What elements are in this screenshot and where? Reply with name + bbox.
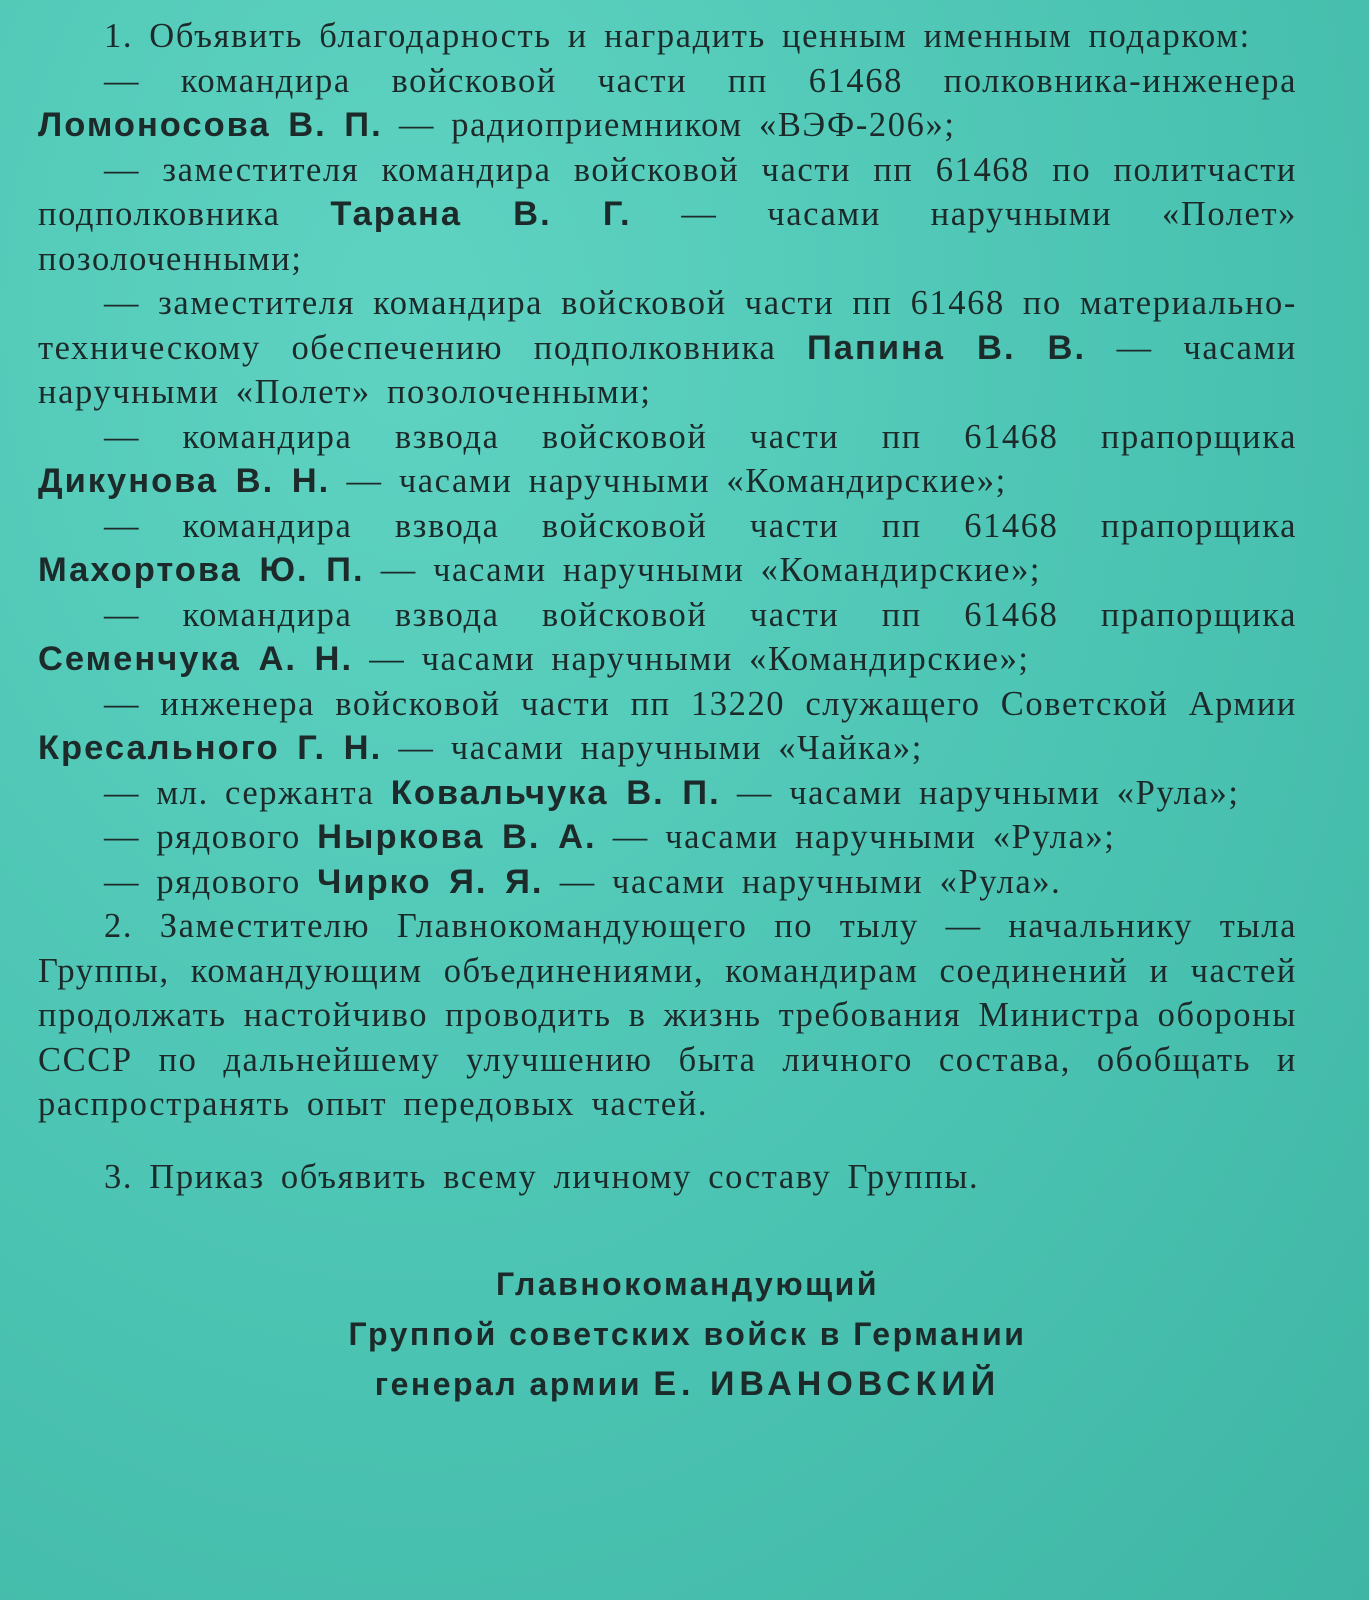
awardee-name: Дикунова В. Н.	[38, 462, 331, 500]
award-item-prize: — часами наручными «Полет» позолоченными;	[38, 328, 1297, 411]
awardee-name: Чирко Я. Я.	[317, 862, 544, 901]
point-2: 2. Заместителю Главнокомандующего по тылу — начальнику тыла Группы, командующим объединениями, командирам соединений и частей продолжать настойчиво проводить в жизнь требования Министра обороны СССР по дальнейшему улучшению быта личного состава, обобщать и распространять опыт передовых частей.	[38, 907, 1297, 1123]
awardee-name: Кресального Г. Н.	[38, 729, 383, 767]
award-item-prize: — часами наручными «Рула»;	[596, 818, 1116, 856]
award-item-prize: — часами наручными «Рула».	[543, 862, 1062, 901]
award-item-text: — командира войсковой части пп 61468 полковника-инженера	[104, 61, 1297, 100]
award-item	[38, 281, 1297, 415]
award-item-text: — командира взвода войсковой части пп 61468 прапорщика	[104, 417, 1297, 456]
awardee-name: Тарана В. Г.	[330, 195, 632, 233]
awardee-name: Ныркова В. А.	[317, 818, 597, 856]
signature-name: Е. ИВАНОВСКИЙ	[653, 1365, 1001, 1403]
awardee-name: Папина В. В.	[807, 328, 1087, 367]
point-3: 3. Приказ объявить всему личному составу Группы.	[104, 1157, 980, 1196]
signature-signer	[78, 1359, 1297, 1409]
award-item-prize: — часами наручными «Командирские»;	[364, 551, 1042, 589]
signature-command: Группой советских войск в Германии	[348, 1316, 1027, 1352]
award-item	[38, 771, 1297, 816]
award-item	[38, 682, 1297, 771]
award-item	[38, 815, 1297, 860]
award-item	[38, 148, 1297, 282]
award-item	[38, 59, 1297, 148]
award-item	[38, 504, 1297, 593]
award-item-text: — рядового	[104, 862, 318, 901]
point-1-intro: 1. Объявить благодарность и наградить ценным именным подарком:	[104, 17, 1251, 55]
awardee-name: Семенчука А. Н.	[38, 640, 354, 678]
awardee-name: Махортова Ю. П.	[38, 551, 365, 589]
spacer	[38, 1127, 1297, 1155]
award-item-text: — командира взвода войсковой части пп 61468 прапорщика	[104, 595, 1297, 634]
awardee-name: Ломоносова В. П.	[38, 106, 383, 144]
award-item-text: — инженера войсковой части пп 13220 служащего Советской Армии	[104, 684, 1297, 723]
award-item-text: — рядового	[104, 818, 318, 856]
signature-rank: генерал армии	[374, 1366, 642, 1402]
award-item-prize: — часами наручными «Командирские»;	[330, 462, 1007, 500]
award-item-prize: — часами наручными «Чайка»;	[382, 729, 923, 767]
awardee-name: Ковальчука В. П.	[390, 773, 721, 812]
award-item-prize: — часами наручными «Рула»;	[720, 773, 1240, 812]
award-item-prize: — радиоприемником «ВЭФ-206»;	[382, 106, 956, 144]
signature-block	[38, 1259, 1297, 1409]
signature-title: Главнокомандующий	[496, 1266, 879, 1302]
award-item	[38, 415, 1297, 504]
award-list	[38, 59, 1297, 905]
award-item	[38, 593, 1297, 682]
award-item-text: — мл. сержанта	[104, 773, 391, 812]
award-item	[38, 860, 1297, 905]
award-item-text: — командира взвода войсковой части пп 61468 прапорщика	[104, 506, 1297, 545]
award-item-prize: — часами наручными «Полет» позолоченными;	[38, 195, 1297, 278]
award-item-prize: — часами наручными «Командирские»;	[353, 640, 1030, 678]
award-item-text: — заместителя командира войсковой части пп 61468 по материально-техническому обеспечению подполковника	[38, 284, 1297, 367]
award-item-text: — заместителя командира войсковой части пп 61468 по политчасти подполковника	[38, 150, 1297, 233]
